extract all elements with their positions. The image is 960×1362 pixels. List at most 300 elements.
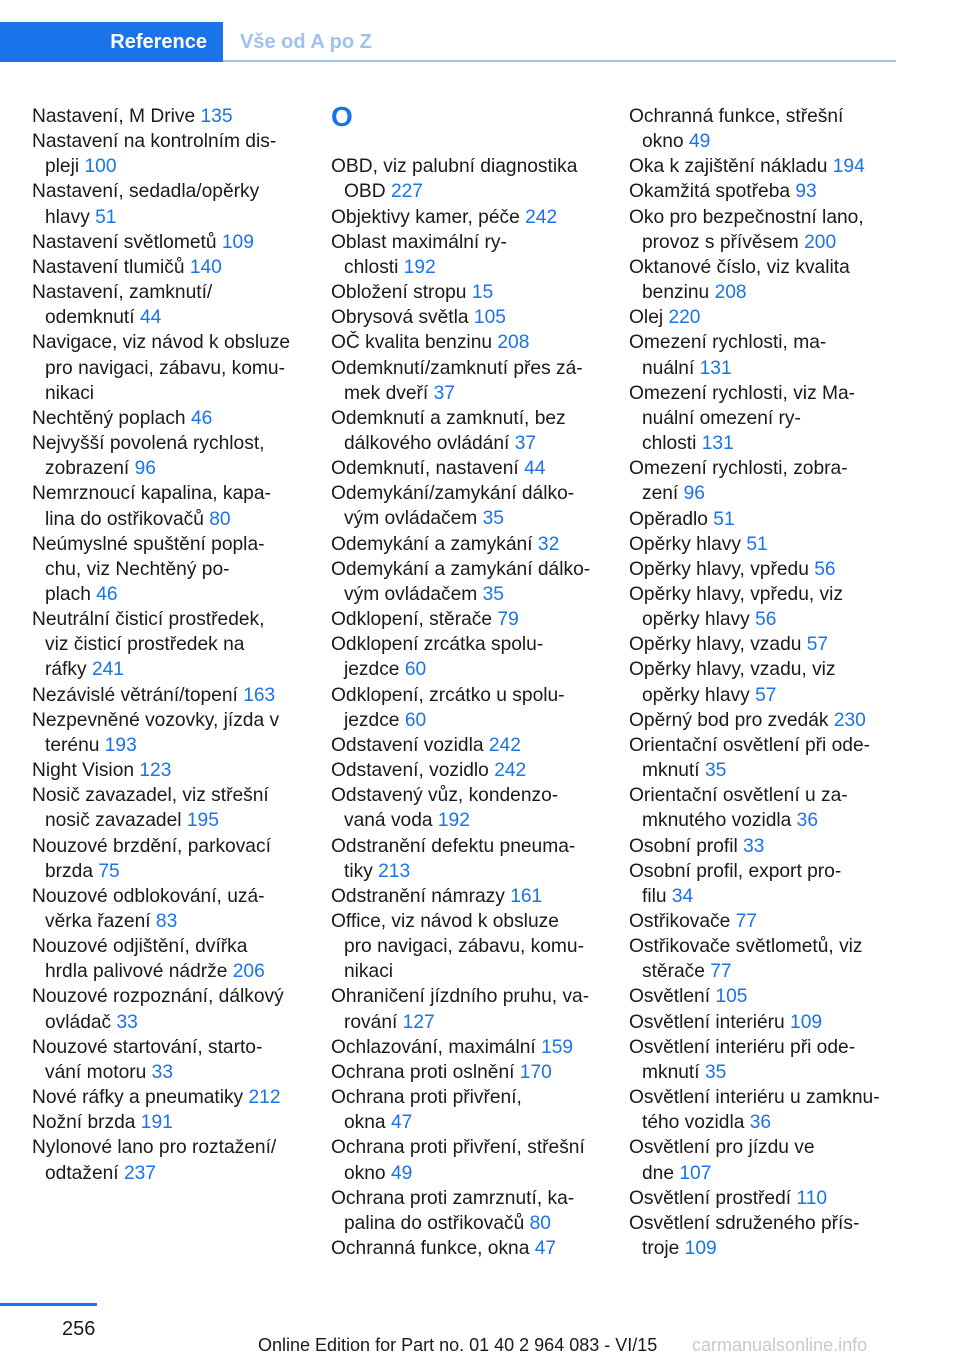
entry-text: zobrazení (45, 458, 130, 480)
entry-text: Ochrana proti přivření, střešní (331, 1137, 585, 1159)
page-reference-link[interactable]: 51 (713, 508, 735, 530)
index-entry (629, 305, 895, 330)
page-reference-link[interactable]: 51 (746, 533, 768, 555)
page-reference-link[interactable]: 35 (704, 1061, 727, 1083)
entry-text: vání motoru (45, 1061, 147, 1083)
index-entry (32, 758, 298, 783)
index-entry (331, 230, 597, 280)
entry-text: Odklopení zrcátka spolu- (331, 634, 544, 656)
entry-text: Osvětlení interiéru při ode- (629, 1036, 856, 1058)
entry-text: Opěrky hlavy, vpředu, viz (629, 583, 843, 605)
page-reference-link[interactable]: 33 (151, 1061, 174, 1083)
entry-text: plach (45, 583, 91, 605)
index-entry (629, 909, 895, 934)
index-entry (32, 1110, 298, 1135)
page-reference-link[interactable]: 109 (684, 1238, 717, 1260)
entry-text: Obrysová světla (331, 307, 469, 329)
index-entry (32, 179, 298, 229)
entry-text: ráfky (45, 659, 87, 681)
index-column-3 (629, 104, 895, 1261)
index-entry (629, 557, 895, 582)
index-entry (331, 356, 597, 406)
entry-text: okna (344, 1112, 386, 1134)
entry-text: dne (642, 1162, 675, 1184)
page-reference-link[interactable]: 37 (514, 433, 537, 455)
page-reference-link[interactable]: 49 (390, 1162, 413, 1184)
header-divider (223, 60, 896, 62)
page-reference-link[interactable]: 32 (537, 533, 560, 555)
page-reference-link[interactable]: 242 (488, 734, 521, 756)
watermark-text: carmanualsonline.info (692, 1335, 868, 1355)
page-reference-link[interactable]: 140 (189, 256, 222, 278)
page-reference-link[interactable]: 60 (404, 659, 427, 681)
index-entry (331, 280, 597, 305)
index-entry (629, 834, 895, 859)
index-entry (32, 683, 298, 708)
index-entry (32, 431, 298, 481)
entry-text: Odemknutí, nastavení (331, 458, 519, 480)
index-entry (331, 481, 597, 531)
index-entry (629, 1211, 895, 1261)
entry-text: Odstranění defektu pneuma- (331, 835, 576, 857)
entry-text: Osvětlení (629, 986, 711, 1008)
entry-text: Nouzové startování, starto- (32, 1036, 263, 1058)
entry-text: Nastavení, zamknutí/ (32, 282, 213, 304)
entry-text: Night Vision (32, 760, 135, 782)
page-reference-link[interactable]: 15 (471, 282, 494, 304)
index-entry (331, 783, 597, 833)
page-number: 256 (62, 1318, 96, 1340)
page-reference-link[interactable]: 60 (404, 709, 427, 731)
entry-text: Omezení rychlosti, zobra- (629, 458, 848, 480)
entry-text: Nouzové rozpoznání, dálkový (32, 986, 284, 1008)
page-reference-link[interactable]: 194 (832, 156, 865, 178)
entry-text: Odstranění námrazy (331, 885, 505, 907)
index-entry (629, 456, 895, 506)
index-entry (331, 607, 597, 632)
index-entry (629, 859, 895, 909)
index-entry (32, 255, 298, 280)
index-entry (331, 632, 597, 682)
page-reference-link[interactable]: 107 (679, 1162, 712, 1184)
page-reference-link[interactable]: 77 (735, 911, 757, 932)
entry-text: pro navigaci, zábavu, komu- (344, 936, 584, 958)
page-reference-link[interactable]: 195 (186, 810, 219, 832)
page-reference-link[interactable]: 109 (790, 1011, 823, 1033)
entry-text: Ochranná funkce, střešní (629, 106, 844, 127)
index-entry (32, 406, 298, 431)
entry-text: Opěrný bod pro zvedák (629, 709, 829, 731)
entry-text: Osvětlení interiéru u zamknu- (629, 1087, 880, 1109)
page-reference-link[interactable]: 110 (796, 1187, 828, 1209)
page-reference-link[interactable]: 191 (140, 1112, 173, 1134)
entry-text: Nezpevněné vozovky, jízda v (32, 709, 280, 731)
index-entry (629, 733, 895, 783)
index-entry (331, 683, 597, 733)
index-entry (629, 1186, 895, 1211)
index-entry (629, 381, 895, 456)
page-reference-link[interactable]: 47 (534, 1238, 557, 1260)
entry-text: Osvětlení pro jízdu ve (629, 1137, 815, 1159)
page-reference-link[interactable]: 127 (402, 1011, 435, 1033)
entry-text: Ochranná funkce, okna (331, 1238, 530, 1260)
page-reference-link[interactable]: 206 (232, 961, 265, 983)
entry-text: Odemykání/zamykání dálko- (331, 483, 575, 505)
entry-text: Ostřikovače světlometů, viz (629, 936, 863, 958)
entry-text: stěrače (642, 961, 705, 983)
entry-text: Osvětlení interiéru (629, 1011, 785, 1033)
section-letter: O (331, 101, 353, 132)
entry-text: Oblast maximální ry- (331, 231, 507, 253)
entry-text: Orientační osvětlení u za- (629, 785, 848, 807)
page-reference-link[interactable]: 192 (403, 256, 436, 278)
entry-text: vaná voda (344, 810, 433, 832)
entry-text: chu, viz Nechtěný po- (45, 558, 230, 580)
entry-text: provoz s přívěsem (642, 231, 799, 253)
entry-text: benzinu (642, 282, 710, 304)
page-reference-link[interactable]: 36 (749, 1112, 772, 1134)
entry-text: Ostřikovače (629, 911, 731, 932)
index-entry (629, 783, 895, 833)
entry-text: okno (642, 131, 684, 153)
entry-text: Oka k zajištění nákladu (629, 156, 828, 178)
page-reference-link[interactable]: 79 (497, 609, 519, 631)
index-entry (331, 1236, 597, 1261)
page-reference-link[interactable]: 46 (190, 407, 213, 429)
index-entry (629, 632, 895, 657)
index-column-1 (32, 104, 298, 1186)
entry-text: tiky (344, 860, 373, 882)
page-reference-link[interactable]: 241 (91, 659, 124, 681)
page-reference-link[interactable]: 200 (804, 231, 837, 253)
entry-text: viz čisticí prostředek na (45, 634, 245, 656)
page-reference-link[interactable]: 49 (688, 131, 711, 153)
index-entry (32, 708, 298, 758)
entry-text: Ochlazování, maximální (331, 1036, 536, 1058)
entry-text: nuální omezení ry- (642, 407, 801, 429)
entry-text: Neutrální čisticí prostředek, (32, 609, 265, 631)
page-reference-link[interactable]: 105 (715, 986, 748, 1008)
entry-text: troje (642, 1238, 680, 1260)
entry-text: Odemykání a zamykání (331, 533, 533, 555)
page-reference-link[interactable]: 96 (134, 458, 156, 480)
page-reference-link[interactable]: 56 (755, 609, 777, 631)
page-reference-link[interactable]: 80 (209, 508, 231, 530)
entry-text: Nastavení, sedadla/opěrky (32, 181, 260, 203)
entry-text: Nemrznoucí kapalina, kapa- (32, 483, 271, 505)
entry-text: brzda (45, 860, 93, 882)
entry-text: mek dveří (344, 382, 429, 404)
index-column-2 (331, 101, 597, 1261)
entry-text: Nastavení světlometů (32, 231, 217, 253)
entry-text: nuální (642, 357, 695, 379)
index-entry (331, 456, 597, 481)
index-entry (629, 708, 895, 733)
entry-text: Opěradlo (629, 508, 708, 530)
entry-text: pleji (45, 156, 80, 178)
edition-note: Online Edition for Part no. 01 40 2 964 083 - VI/15 (258, 1335, 658, 1355)
entry-text: Opěrky hlavy, vzadu, viz (629, 659, 836, 681)
entry-text: opěrky hlavy (642, 684, 750, 706)
entry-text: Nouzové odblokování, uzá- (32, 885, 265, 907)
entry-text: Olej (629, 307, 664, 329)
entry-text: Odemknutí a zamknutí, bez (331, 407, 566, 429)
entry-text: Odklopení, zrcátko u spolu- (331, 684, 565, 706)
entry-text: vým ovládačem (344, 583, 478, 605)
index-entry (331, 884, 597, 909)
entry-text: opěrky hlavy (642, 609, 750, 631)
index-entry (629, 934, 895, 984)
index-entry (629, 984, 895, 1009)
page-reference-link[interactable]: 131 (699, 357, 732, 379)
entry-text: Office, viz návod k obsluze (331, 910, 559, 932)
entry-text: Nejvyšší povolená rychlost, (32, 433, 265, 455)
page-reference-link[interactable]: 170 (519, 1061, 552, 1083)
page-reference-link[interactable]: 93 (795, 181, 817, 203)
index-entry (629, 179, 895, 204)
index-entry (629, 582, 895, 632)
page-reference-link[interactable]: 33 (116, 1011, 138, 1033)
entry-text: Ochrana proti přivření, (331, 1087, 522, 1109)
entry-text: tého vozidla (642, 1112, 745, 1134)
page-reference-link[interactable]: 37 (433, 382, 455, 404)
index-entry (331, 758, 597, 783)
entry-text: OČ kvalita benzinu (331, 332, 493, 354)
entry-text: Nové ráfky a pneumatiky (32, 1087, 244, 1109)
index-entry (331, 557, 597, 607)
entry-text: nosič zavazadel (45, 810, 182, 832)
index-entry (629, 104, 895, 154)
page-reference-link[interactable]: 51 (95, 206, 117, 228)
page-reference-link[interactable]: 47 (390, 1112, 413, 1134)
index-entry (32, 1035, 298, 1085)
entry-text: Nouzové brzdění, parkovací (32, 835, 271, 857)
entry-text: Nouzové odjištění, dvířka (32, 936, 248, 958)
page-reference-link[interactable]: 213 (378, 860, 411, 882)
entry-text: Nastavení tlumičů (32, 256, 185, 278)
page-reference-link[interactable]: 100 (84, 156, 117, 178)
entry-text: odtažení (45, 1162, 119, 1184)
page-reference-link[interactable]: 83 (155, 911, 178, 932)
entry-text: terénu (45, 734, 100, 756)
entry-text: Odstavení, vozidlo (331, 760, 489, 782)
index-entry (331, 909, 597, 984)
entry-text: mknutí (642, 760, 700, 782)
index-entry (331, 205, 597, 230)
entry-text: nikaci (45, 382, 95, 404)
page-reference-link[interactable]: 227 (390, 181, 423, 203)
entry-text: Ochrana proti oslnění (331, 1061, 515, 1083)
page-reference-link[interactable]: 35 (482, 508, 504, 530)
entry-text: OBD (344, 181, 386, 203)
entry-text: Omezení rychlosti, ma- (629, 332, 827, 354)
index-entry (629, 657, 895, 707)
index-entry (629, 330, 895, 380)
index-entry (331, 834, 597, 884)
index-entry (629, 532, 895, 557)
index-entry (32, 280, 298, 330)
page-reference-link[interactable]: 33 (743, 835, 765, 857)
entry-text: filu (642, 885, 667, 907)
index-entry (32, 984, 298, 1034)
index-entry (32, 532, 298, 607)
entry-text: rování (344, 1011, 398, 1033)
page-reference-link[interactable]: 242 (525, 206, 558, 228)
page-reference-link[interactable]: 80 (529, 1212, 551, 1234)
entry-text: Odemknutí/zamknutí přes zá- (331, 357, 583, 379)
index-entry (331, 1035, 597, 1060)
index-entry (331, 1135, 597, 1185)
index-entry (32, 230, 298, 255)
index-entry (32, 1085, 298, 1110)
entry-text: Odstavení vozidla (331, 734, 484, 756)
page-reference-link[interactable]: 96 (683, 483, 705, 505)
entry-text: ovládač (45, 1011, 112, 1033)
index-entry (629, 1135, 895, 1185)
entry-text: Ohraničení jízdního pruhu, va- (331, 986, 590, 1008)
page-reference-link[interactable]: 77 (710, 961, 732, 983)
tab-vse-od-a-po-z[interactable]: Vše od A po Z (240, 31, 372, 53)
page-reference-link[interactable]: 230 (833, 709, 866, 731)
entry-text: palina do ostřikovačů (344, 1212, 525, 1234)
entry-text: hrdla palivové nádrže (45, 961, 228, 983)
index-entry (629, 205, 895, 255)
page-reference-link[interactable]: 123 (139, 760, 172, 782)
index-entry (629, 154, 895, 179)
page-reference-link[interactable]: 57 (806, 634, 829, 656)
index-entry (331, 984, 597, 1034)
entry-text: mknutí (642, 1061, 700, 1083)
index-entry (331, 1060, 597, 1085)
entry-text: Nosič zavazadel, viz střešní (32, 785, 269, 807)
page-reference-link[interactable]: 34 (671, 885, 694, 907)
entry-text: Neúmyslné spuštění popla- (32, 533, 265, 555)
entry-text: chlosti (642, 433, 697, 455)
entry-text: dálkového ovládání (344, 433, 510, 455)
entry-text: Odklopení, stěrače (331, 609, 493, 631)
entry-text: Nastavení na kontrolním dis- (32, 131, 277, 153)
entry-text: věrka řazení (45, 911, 151, 932)
page-reference-link[interactable]: 212 (248, 1087, 281, 1109)
index-entry (331, 532, 597, 557)
page-reference-link[interactable]: 105 (473, 307, 506, 329)
entry-text: Orientační osvětlení při ode- (629, 734, 871, 756)
entry-text: Opěrky hlavy (629, 533, 741, 555)
entry-text: Opěrky hlavy, vzadu (629, 634, 802, 656)
page-reference-link[interactable]: 208 (714, 282, 747, 304)
index-entry (331, 1085, 597, 1135)
index-entry (629, 1085, 895, 1135)
index-entry (32, 783, 298, 833)
index-entry (331, 305, 597, 330)
entry-text: zení (642, 483, 679, 505)
page-reference-link[interactable]: 192 (437, 810, 470, 832)
page-reference-link[interactable]: 44 (139, 307, 162, 329)
entry-text: jezdce (344, 659, 400, 681)
entry-text: mknutého vozidla (642, 810, 792, 832)
page-reference-link[interactable]: 57 (755, 684, 777, 706)
index-entry (331, 406, 597, 456)
entry-text: Odstavený vůz, kondenzo- (331, 785, 559, 807)
entry-text: Obložení stropu (331, 282, 467, 304)
entry-text: Osvětlení prostředí (629, 1187, 792, 1209)
footer-accent-rule (0, 1303, 97, 1306)
index-entry (331, 733, 597, 758)
entry-text: okno (344, 1162, 386, 1184)
index-entry (32, 934, 298, 984)
page-reference-link[interactable]: 135 (200, 106, 233, 127)
entry-text: lina do ostřikovačů (45, 508, 204, 530)
entry-text: hlavy (45, 206, 90, 228)
page-reference-link[interactable]: 44 (524, 458, 546, 480)
page-reference-link[interactable]: 237 (123, 1162, 156, 1184)
entry-text: chlosti (344, 256, 399, 278)
entry-text: jezdce (344, 709, 400, 731)
entry-text: Ochrana proti zamrznutí, ka- (331, 1187, 575, 1209)
entry-text: Nastavení, M Drive (32, 106, 196, 127)
page-reference-link[interactable]: 46 (96, 583, 118, 605)
entry-text: Objektivy kamer, péče (331, 206, 520, 228)
page-header (0, 22, 896, 62)
entry-text: Osobní profil (629, 835, 738, 857)
index-entry (629, 1010, 895, 1035)
entry-text: Nechtěný poplach (32, 407, 186, 429)
index-entry (32, 607, 298, 682)
page-reference-link[interactable]: 159 (541, 1036, 574, 1058)
entry-text: Opěrky hlavy, vpředu (629, 558, 809, 580)
index-entry (32, 104, 298, 129)
entry-text: Nožní brzda (32, 1112, 136, 1134)
tab-reference-label: Reference (110, 30, 207, 53)
entry-text: odemknutí (45, 307, 135, 329)
entry-text: Oktanové číslo, viz kvalita (629, 256, 850, 278)
index-entry (32, 330, 298, 405)
entry-text: Nylonové lano pro roztažení/ (32, 1137, 277, 1159)
index-entry (629, 507, 895, 532)
page-reference-link[interactable]: 220 (668, 307, 701, 329)
page-reference-link[interactable]: 35 (704, 760, 727, 782)
page-reference-link[interactable]: 193 (104, 734, 137, 756)
entry-text: pro navigaci, zábavu, komu- (45, 357, 285, 379)
entry-text: Omezení rychlosti, viz Ma- (629, 382, 856, 404)
entry-text: Osvětlení sdruženého přís- (629, 1212, 860, 1234)
entry-text: Okamžitá spotřeba (629, 181, 791, 203)
page-reference-link[interactable]: 75 (98, 860, 120, 882)
index-entry (331, 1186, 597, 1236)
entry-text: Nezávislé větrání/topení (32, 684, 238, 706)
page-reference-link[interactable]: 208 (497, 332, 530, 354)
entry-text: OBD, viz palubní diagnostika (331, 156, 578, 178)
entry-text: nikaci (344, 961, 394, 983)
index-entry (331, 330, 597, 355)
page-reference-link[interactable]: 163 (243, 684, 276, 706)
index-entry (629, 1035, 895, 1085)
page-reference-link[interactable]: 36 (796, 810, 819, 832)
page-reference-link[interactable]: 242 (494, 760, 527, 782)
index-entry (32, 129, 298, 179)
entry-text: vým ovládačem (344, 508, 478, 530)
page-reference-link[interactable]: 131 (701, 433, 734, 455)
entry-text: Osobní profil, export pro- (629, 860, 842, 882)
page-reference-link[interactable]: 161 (510, 885, 543, 907)
page-reference-link[interactable]: 35 (482, 583, 504, 605)
index-entry (629, 255, 895, 305)
page-reference-link[interactable]: 56 (814, 558, 836, 580)
index-entry (32, 1135, 298, 1185)
page-reference-link[interactable]: 109 (221, 231, 254, 253)
tab-reference[interactable] (0, 22, 223, 62)
index-entry (331, 154, 597, 204)
